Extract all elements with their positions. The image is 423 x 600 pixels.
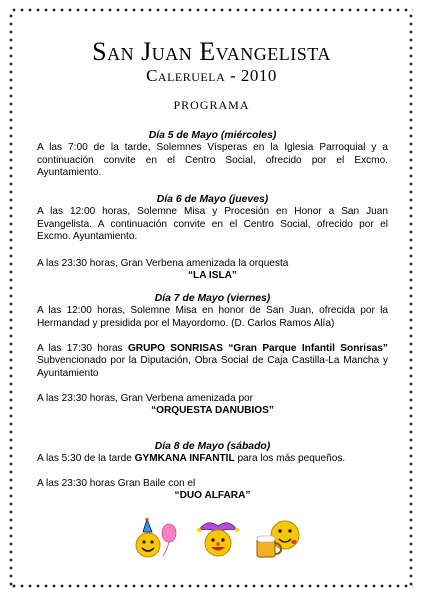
day-6-band: “LA ISLA” [188,270,237,282]
programa-heading: PROGRAMA [173,98,250,112]
day-7-verbena [37,393,388,418]
day-7-sonrisas [37,343,388,380]
page-title: San Juan Evangelista [92,37,331,66]
day-7-sonrisas-text: A las 17:30 horas GRUPO SONRISAS “Gran Parque Infantil Sonrisas” Subvencionado por la Diputación, Obra Social de Caja Castilla-La Mancha y Ayuntamiento [37,343,388,379]
day-7-section [37,293,388,330]
top-border [10,6,413,16]
day-5-text: A las 7:00 de la tarde, Solemnes Vísperas en la Iglesia Parroquial y a continuación convite en el Centro Social, ofrecido por el Excmo. Ayuntamiento. [37,142,388,179]
day-7-band: “ORQUESTA DANUBIOS” [151,405,274,417]
day-6-text: A las 12:00 horas, Solemne Misa y Procesión en Honor a San Juan Evangelista. A continuación convite en el Centro Social, ofrecido por el Excmo. Ayuntamiento. [37,206,388,243]
day-7-heading: Día 7 de Mayo (viernes) [154,293,271,304]
day-6-heading: Día 6 de Mayo (jueves) [156,194,269,205]
beer-smiley-icon [255,515,303,561]
day-8-band: “DUO ALFARA” [174,490,251,502]
day-8-section [37,441,388,466]
day-8-text: A las 5:30 de la tarde GYMKANA INFANTIL para los más pequeños. [37,453,346,465]
page-subtitle: Caleruela - 2010 [146,66,277,85]
party-smiley-icon [133,518,181,562]
day-7-text: A las 12:00 horas, Solemne Misa en honor de San Juan, ofrecida por la Hermandad y presidida por el Mayordomo. (D. Carlos Ramos Alía) [37,305,388,329]
day-7-verbena-text: A las 23:30 horas, Gran Verbena amenizada por [37,393,254,404]
bottom-border [10,582,413,592]
day-8-baile-text: A las 23:30 horas Gran Baile con el [37,478,196,489]
day-8-heading: Día 8 de Mayo (sábado) [154,441,271,452]
day-6-verbena-text: A las 23:30 horas, Gran Verbena amenizada la orquesta [37,258,289,269]
day-5-section [37,130,388,180]
day-5-heading: Día 5 de Mayo (miércoles) [148,130,277,141]
day-8-baile [37,478,388,503]
day-6-section [37,194,388,244]
day-6-verbena [37,258,388,283]
jester-smiley-icon [195,516,241,560]
